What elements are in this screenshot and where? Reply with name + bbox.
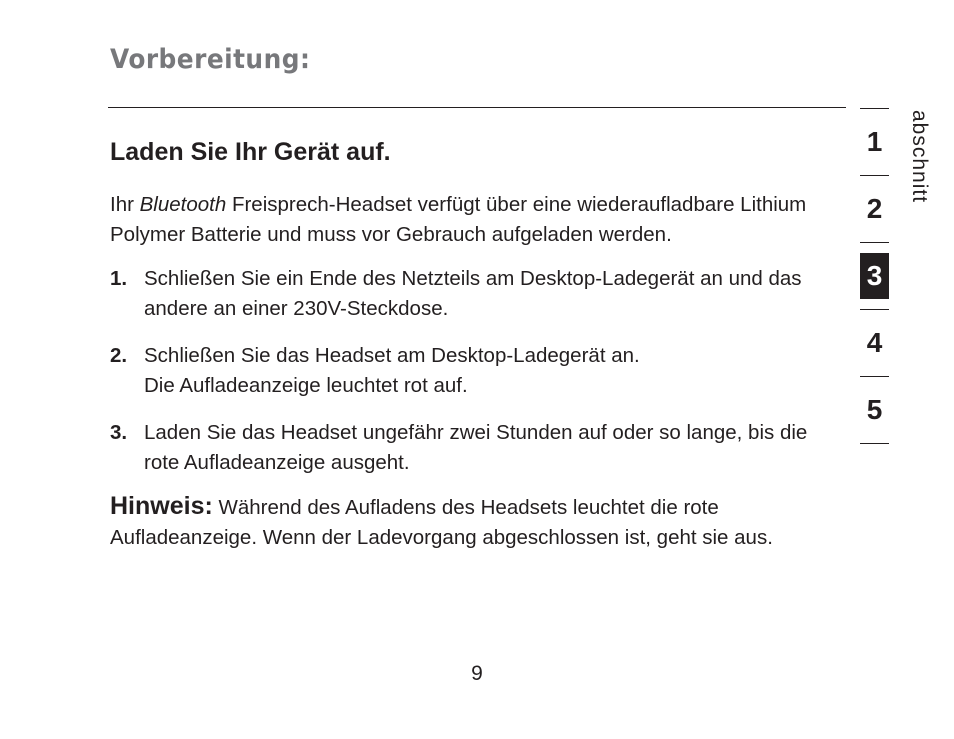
section-nav-number: 5 <box>866 394 883 425</box>
section-nav-item-4[interactable] <box>860 310 889 377</box>
step-text-line-1: Schließen Sie das Headset am Desktop-Ladegerät an. <box>144 344 640 367</box>
list-item <box>110 264 830 324</box>
step-text: Laden Sie das Headset ungefähr zwei Stunden auf oder so lange, bis die rote Aufladeanzeige ausgeht. <box>144 421 808 474</box>
section-nav-label: abschnitt <box>908 110 931 204</box>
intro-suffix: Freisprech-Headset verfügt über eine wiederaufladbare Lithium Polymer Batterie und muss vor Gebrauch aufgeladen werden. <box>110 193 807 246</box>
steps-list <box>110 264 830 478</box>
page-header-title: Vorbereitung: <box>110 44 311 75</box>
section-nav-item-3[interactable] <box>860 243 889 310</box>
step-number: 2. <box>110 344 128 367</box>
step-text-line-2: Die Aufladeanzeige leuchtet rot auf. <box>144 374 468 397</box>
section-nav-item-1[interactable] <box>860 108 889 176</box>
section-nav-number: 4 <box>866 327 883 358</box>
intro-paragraph <box>110 190 830 250</box>
page-number: 9 <box>471 662 483 685</box>
main-content <box>110 134 830 574</box>
step-number: 1. <box>110 267 128 290</box>
section-nav-item-2[interactable] <box>860 176 889 243</box>
list-item <box>110 418 830 478</box>
section-nav-number-active: 3 <box>860 253 889 299</box>
intro-italic: Bluetooth <box>139 193 227 216</box>
note-paragraph <box>110 491 830 553</box>
note-label: Hinweis: <box>110 492 213 520</box>
section-nav-number: 2 <box>866 193 883 224</box>
section-nav-number: 1 <box>866 126 883 157</box>
list-item <box>110 341 830 401</box>
step-number: 3. <box>110 421 128 444</box>
note-text: Während des Aufladens des Headsets leuchtet die rote Aufladeanzeige. Wenn der Ladevorgang abgeschlossen ist, geht sie aus. <box>110 496 773 549</box>
section-nav <box>860 108 889 444</box>
section-heading: Laden Sie Ihr Gerät auf. <box>110 138 391 166</box>
intro-prefix: Ihr <box>110 193 140 216</box>
section-nav-item-5[interactable] <box>860 377 889 444</box>
header-divider <box>108 107 846 108</box>
step-text: Schließen Sie ein Ende des Netzteils am Desktop-Ladegerät an und das andere an einer 230V-Steckdose. <box>144 267 802 320</box>
step-text <box>144 341 640 401</box>
